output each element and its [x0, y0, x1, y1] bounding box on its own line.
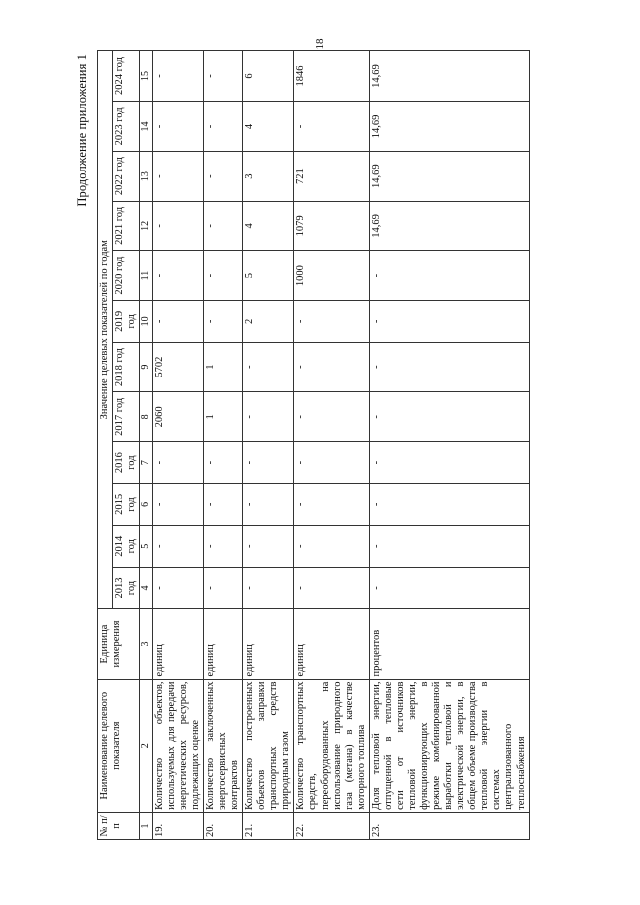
table-row — [152, 51, 203, 840]
column-number: 10 — [140, 300, 153, 342]
value-cell: - — [369, 251, 529, 301]
unit-cell: единиц — [243, 609, 294, 679]
rotated-page-content — [75, 50, 597, 840]
header-year: 2022 год — [113, 151, 140, 201]
row-number: 19. — [152, 812, 203, 839]
value-cell: - — [203, 51, 242, 102]
indicator-name: Количество построенных объектов заправки транспортных средств природным газом — [243, 679, 294, 812]
column-number-row — [140, 51, 153, 840]
value-cell: 2060 — [152, 392, 203, 442]
column-number: 2 — [140, 679, 153, 812]
value-cell: - — [294, 442, 369, 484]
value-cell: - — [243, 342, 294, 392]
column-number: 5 — [140, 525, 153, 567]
value-cell: - — [152, 251, 203, 301]
header-unit: Единица измерения — [98, 609, 140, 679]
value-cell: - — [294, 300, 369, 342]
column-number: 9 — [140, 342, 153, 392]
value-cell: 1 — [203, 392, 242, 442]
table-row — [294, 51, 369, 840]
value-cell: 1079 — [294, 201, 369, 251]
value-cell: - — [294, 102, 369, 152]
value-cell: - — [243, 392, 294, 442]
value-cell: - — [152, 102, 203, 152]
row-number: 22. — [294, 812, 369, 839]
value-cell: 1 — [203, 342, 242, 392]
column-number: 6 — [140, 484, 153, 526]
indicator-name: Количество заключенных энергосервисных контрактов — [203, 679, 242, 812]
value-cell: 5702 — [152, 342, 203, 392]
value-cell: - — [369, 484, 529, 526]
value-cell: 14,69 — [369, 151, 529, 201]
value-cell: 14,69 — [369, 201, 529, 251]
value-cell: 14,69 — [369, 51, 529, 102]
header-year: 2019 год — [113, 300, 140, 342]
header-year: 2021 год — [113, 201, 140, 251]
column-number: 11 — [140, 251, 153, 301]
value-cell: - — [203, 251, 242, 301]
header-year: 2015 год — [113, 484, 140, 526]
value-cell: - — [203, 525, 242, 567]
header-year: 2020 год — [113, 251, 140, 301]
header-name: Наименование целевого показателя — [98, 679, 140, 812]
value-cell: - — [152, 442, 203, 484]
header-year: 2024 год — [113, 51, 140, 102]
value-cell: 6 — [243, 51, 294, 102]
header-values-by-year: Значение целевых показателей по годам — [98, 51, 113, 609]
value-cell: - — [369, 300, 529, 342]
value-cell: - — [152, 484, 203, 526]
table-row — [243, 51, 294, 840]
value-cell: - — [152, 300, 203, 342]
value-cell: 14,69 — [369, 102, 529, 152]
table-row — [203, 51, 242, 840]
value-cell: - — [152, 567, 203, 609]
unit-cell: процентов — [369, 609, 529, 679]
page-number: 18 — [314, 38, 326, 50]
column-number: 4 — [140, 567, 153, 609]
value-cell: - — [369, 392, 529, 442]
value-cell: - — [369, 442, 529, 484]
value-cell: - — [203, 151, 242, 201]
value-cell: - — [152, 151, 203, 201]
column-number: 13 — [140, 151, 153, 201]
value-cell: 2 — [243, 300, 294, 342]
value-cell: - — [243, 442, 294, 484]
value-cell: - — [203, 567, 242, 609]
header-year: 2016 год — [113, 442, 140, 484]
header-year: 2014 год — [113, 525, 140, 567]
row-number: 23. — [369, 812, 529, 839]
header-year: 2017 год — [113, 392, 140, 442]
value-cell: 1000 — [294, 251, 369, 301]
value-cell: - — [243, 567, 294, 609]
unit-cell: единиц — [152, 609, 203, 679]
indicator-name: Доля тепловой энергии, отпущенной в тепловые сети от источников тепловой энергии, функционирующих в режиме комбинированной выработки тепловой и электрической энергии, в общем объеме производства тепловой энергии в системах централизованного теплоснабжения — [369, 679, 529, 812]
value-cell: - — [203, 484, 242, 526]
value-cell: - — [369, 525, 529, 567]
column-number: 3 — [140, 609, 153, 679]
value-cell: - — [243, 484, 294, 526]
value-cell: - — [294, 342, 369, 392]
header-no: № п/п — [98, 812, 140, 839]
value-cell: 4 — [243, 201, 294, 251]
indicator-name: Количество объектов, используемых для передачи энергетических ресурсов, подлежащих оценке — [152, 679, 203, 812]
target-indicators-table — [97, 50, 530, 840]
row-number: 20. — [203, 812, 242, 839]
value-cell: 4 — [243, 102, 294, 152]
value-cell: - — [294, 484, 369, 526]
column-number: 15 — [140, 51, 153, 102]
column-number: 14 — [140, 102, 153, 152]
value-cell: - — [152, 201, 203, 251]
column-number: 12 — [140, 201, 153, 251]
value-cell: 721 — [294, 151, 369, 201]
indicator-name: Количество транспортных средств, переоборудованных на использование природного газа (метана) в качестве моторного топлива — [294, 679, 369, 812]
value-cell: 3 — [243, 151, 294, 201]
header-year: 2018 год — [113, 342, 140, 392]
value-cell: - — [203, 300, 242, 342]
value-cell: - — [152, 525, 203, 567]
header-year: 2013 год — [113, 567, 140, 609]
row-number: 21. — [243, 812, 294, 839]
value-cell: - — [203, 102, 242, 152]
value-cell: - — [294, 525, 369, 567]
column-number: 7 — [140, 442, 153, 484]
appendix-continuation-title: Продолжение приложения 1 — [75, 54, 89, 207]
header-year: 2023 год — [113, 102, 140, 152]
value-cell: - — [294, 392, 369, 442]
value-cell: 5 — [243, 251, 294, 301]
value-cell: - — [294, 567, 369, 609]
value-cell: - — [243, 525, 294, 567]
value-cell: - — [203, 442, 242, 484]
value-cell: - — [152, 51, 203, 102]
table-row — [369, 51, 529, 840]
value-cell: - — [369, 567, 529, 609]
column-number: 8 — [140, 392, 153, 442]
column-number: 1 — [140, 812, 153, 839]
value-cell: - — [369, 342, 529, 392]
table-body — [140, 51, 529, 840]
unit-cell: единиц — [203, 609, 242, 679]
unit-cell: единиц — [294, 609, 369, 679]
value-cell: 1846 — [294, 51, 369, 102]
value-cell: - — [203, 201, 242, 251]
